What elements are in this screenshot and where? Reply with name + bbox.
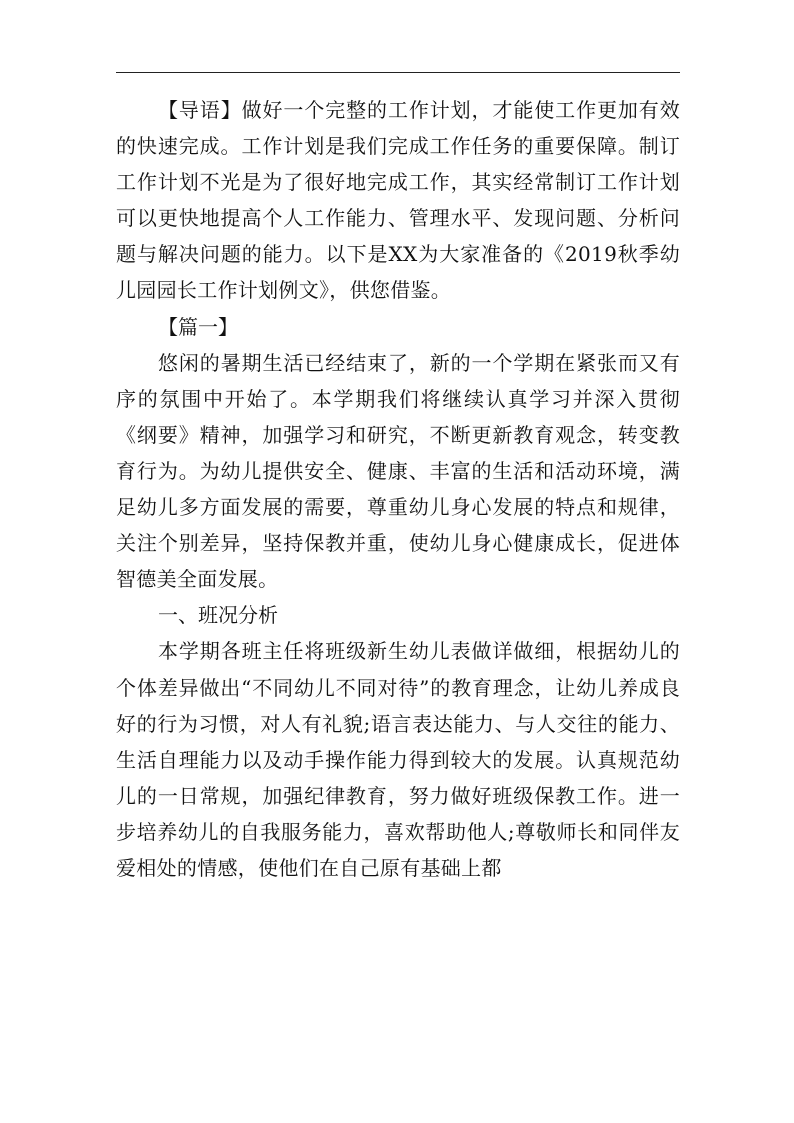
header-rule	[116, 72, 680, 73]
intro-paragraph: 【导语】做好一个完整的工作计划，才能使工作更加有效的快速完成。工作计划是我们完成工作任务的重要保障。制订工作计划不光是为了很好地完成工作，其实经常制订工作计划可以更快地提高个人工作能力、管理水平、发现问题、分析问题与解决问题的能力。以下是XX为大家准备的《2019秋季幼儿园园长工作计划例文》，供您借鉴。	[116, 98, 680, 303]
document-body	[116, 92, 680, 886]
part-title: 【篇一】	[158, 314, 238, 339]
section-heading-1: 一、班况分析	[158, 603, 278, 628]
body-paragraph-1: 悠闲的暑期生活已经结束了，新的一个学期在紧张而又有序的氛围中开始了。本学期我们将继续认真学习并深入贯彻《纲要》精神，加强学习和研究，不断更新教育观念，转变教育行为。为幼儿提供安全、健康、丰富的生活和活动环境，满足幼儿多方面发展的需要，尊重幼儿身心发展的特点和规律，关注个别差异，坚持保教并重，使幼儿身心健康成长，促进体智德美全面发展。	[116, 350, 680, 592]
body-paragraph-2: 本学期各班主任将班级新生幼儿表做详做细，根据幼儿的个体差异做出“不同幼儿不同对待”的教育理念，让幼儿养成良好的行为习惯，对人有礼貌;语言表达能力、与人交往的能力、生活自理能力以及动手操作能力得到较大的发展。认真规范幼儿的一日常规，加强纪律教育，努力做好班级保教工作。进一步培养幼儿的自我服务能力，喜欢帮助他人;尊敬师长和同伴友爱相处的情感，使他们在自己原有基础上都	[116, 639, 680, 880]
